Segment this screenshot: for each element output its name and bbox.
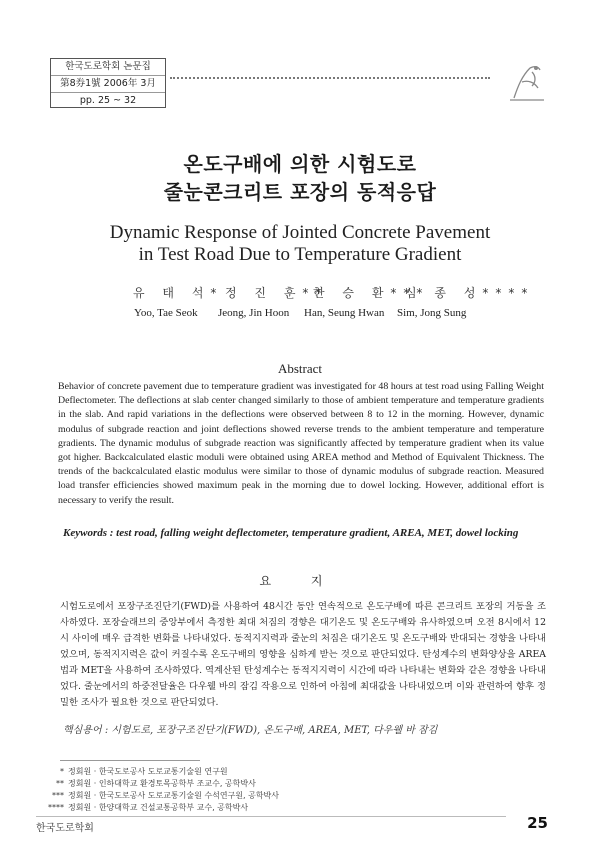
footer-rule xyxy=(36,816,506,817)
summary-body: 시험도로에서 포장구조진단기(FWD)를 사용하여 48시간 동안 연속적으로 온도구배에 따른 콘크리트 포장의 거동을 조사하였다. 포장슬래브의 중앙부에서 측정한 최대 처짐의 경향은 대기온도 및 온도구배와 유사하였으며 오전 8시에서 12시 사이에 매우 급격한 변화를 나타내었다. 동적지지력과 줄눈의 처짐은 대기온도 및 온도구배와 반대되는 경향을 나타내었으며, 동적지지력은 값이 커질수록 온도구배의 영향을 심하게 받는 것으로 판단되었다. 탄성계수의 변화양상을 AREA법과 MET을 사용하여 조사하였다. 역계산된 탄성계수는 동적지지력이 시간에 따라 나타내는 변화와 같은 경향을 나타내었다. 줄눈에서의 하중전달율은 다우웰 바의 잠김 작용으로 인하여 아침에 최대값을 나타내었으며 이와 관련하여 향후 정밀한 조사가 필요한 것으로 판단되었다. xyxy=(60,601,546,708)
title-english-line1: Dynamic Response of Jointed Concrete Pavement xyxy=(109,222,491,243)
author-3-english: Han, Seung Hwan xyxy=(304,307,385,319)
keywords-english: Keywords : test road, falling weight deflectometer, temperature gradient, AREA, MET, dowel locking xyxy=(63,527,519,539)
author-4-english: Sim, Jong Sung xyxy=(397,307,467,319)
footnote-1: * 정회원 · 한국도로공사 도로교통기술원 연구원 xyxy=(60,767,228,776)
title-korean-line1: 온도구배에 의한 시험도로 xyxy=(183,152,417,176)
journal-name: 한국도로학회 논문집 xyxy=(51,59,165,76)
journal-info-box xyxy=(50,58,166,108)
author-4-korean: 심 종 성**** xyxy=(405,286,535,300)
author-2-korean: 정 진 훈** xyxy=(225,286,329,300)
summary-heading: 요 지 xyxy=(259,574,341,588)
keywords-korean: 핵심용어 : 시험도로, 포장구조진단기(FWD), 온도구배, AREA, MET, 다우웰 바 잠김 xyxy=(63,725,438,736)
society-logo-icon xyxy=(500,58,550,104)
author-3-korean: 한 승 환*** xyxy=(313,286,430,300)
footnote-3: *** 정회원 · 한국도로공사 도로교통기술원 수석연구원, 공학박사 xyxy=(52,791,279,800)
author-1-korean: 유 태 석* xyxy=(133,286,224,300)
footnote-divider xyxy=(60,760,200,761)
footnote-4: **** 정회원 · 한양대학교 건설교통공학부 교수, 공학박사 xyxy=(48,803,249,812)
journal-volume: 第8券1號 2006年 3月 xyxy=(51,76,165,93)
author-1-english: Yoo, Tae Seok xyxy=(134,307,198,319)
author-2-english: Jeong, Jin Hoon xyxy=(218,307,290,319)
footnotes xyxy=(38,766,538,814)
page-number: 25 xyxy=(527,814,548,832)
title-english-line2: in Test Road Due to Temperature Gradient xyxy=(138,244,462,265)
abstract-heading: Abstract xyxy=(277,361,323,376)
abstract-body: Behavior of concrete pavement due to temperature gradient was investigated for 48 hours at test road using Falling Weight Deflectometer. The deflections at slab center changed similarly to those of ambient temperature and temperature gradients in the slab. And rapid variations in the deflections were observed between 8 to 12 in the morning. However, dynamic modulus of subgrade reaction and joint deflections showed reverse trends to the ambient temperature and temperature gradients. The dynamic modulus of subgrade reaction was significantly affected by temperature gradient when its value got higher. Backcalculated elastic moduli were obtained using AREA method and Method of Equivalent Thickness. The trends of the backcalculated elastic modulus were similar to those of dynamic modulus of subgrade reaction. Measured load transfer efficiencies showed maximum peak in the morning due to dowel locking. However, additional effort is necessary to verify the result. xyxy=(58,381,544,506)
title-korean-line2: 줄눈콘크리트 포장의 동적응답 xyxy=(163,180,437,204)
footer-society: 한국도로학회 xyxy=(36,823,94,834)
journal-pages: pp. 25 ~ 32 xyxy=(79,95,137,106)
header-dotted-rule xyxy=(170,77,490,85)
footnote-2: ** 정회원 · 인하대학교 환경토목공학부 조교수, 공학박사 xyxy=(56,779,256,788)
